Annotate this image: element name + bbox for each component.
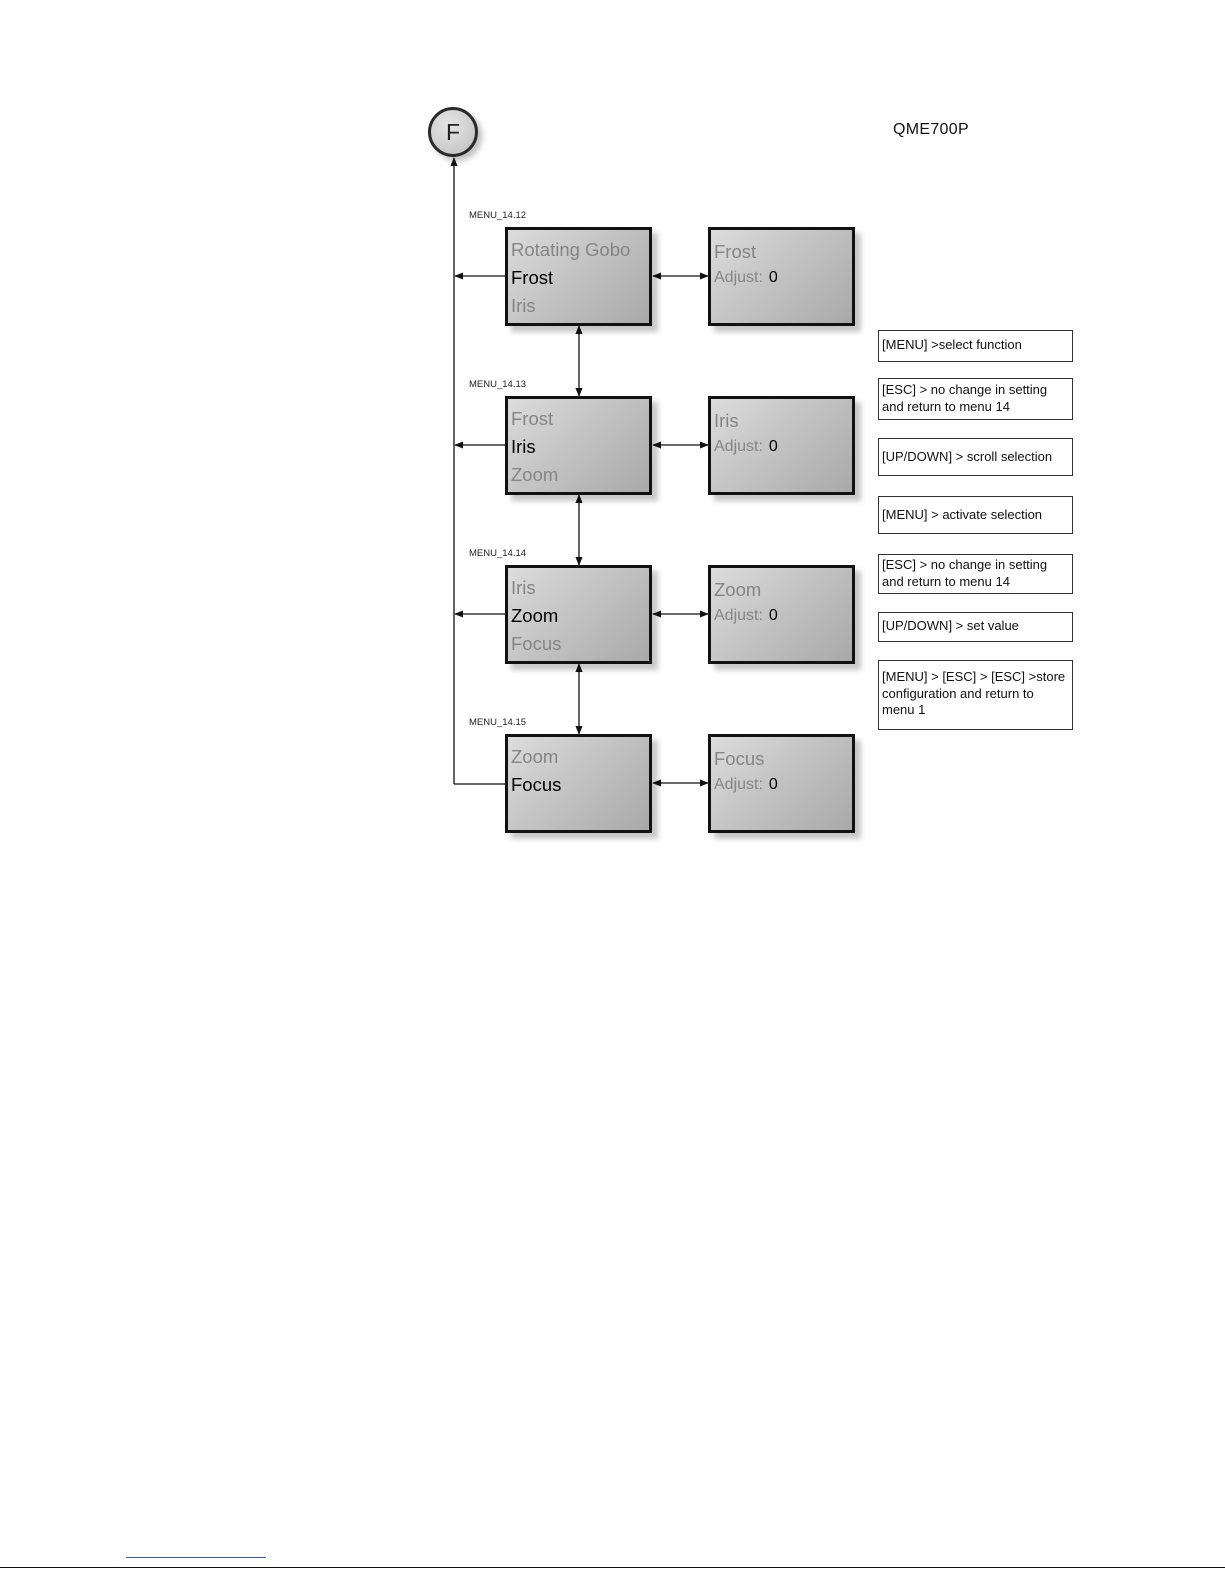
submenu-display bbox=[708, 227, 855, 326]
adjust-label: Adjust: bbox=[714, 269, 763, 286]
note-activate-selection: [MENU] > activate selection bbox=[878, 496, 1073, 534]
submenu-title: Focus bbox=[714, 748, 765, 769]
adjust-value: 0 bbox=[768, 776, 778, 793]
adjust-value: 0 bbox=[768, 269, 778, 286]
submenu-display bbox=[708, 565, 855, 664]
menu-line-selected: Focus bbox=[511, 774, 562, 795]
menu-line-selected: Zoom bbox=[511, 605, 559, 626]
submenu-title: Frost bbox=[714, 241, 757, 262]
menu-line: Focus bbox=[511, 633, 562, 654]
menu-line: Rotating Gobo bbox=[511, 239, 631, 260]
menu-display bbox=[505, 227, 652, 326]
connector-f bbox=[428, 107, 478, 157]
menu-id: MENU_14.13 bbox=[469, 379, 527, 390]
connector-label: F bbox=[445, 118, 461, 145]
adjust-row bbox=[714, 265, 852, 291]
adjust-row bbox=[714, 772, 852, 798]
note-esc-no-change: [ESC] > no change in setting and return to menu 14 bbox=[878, 378, 1073, 420]
adjust-row bbox=[714, 603, 852, 629]
adjust-label: Adjust: bbox=[714, 438, 763, 455]
footer-rule bbox=[0, 1567, 1225, 1568]
submenu-title: Zoom bbox=[714, 579, 762, 600]
adjust-row bbox=[714, 434, 852, 460]
footer-link-underline bbox=[126, 1557, 266, 1558]
menu-id: MENU_14.15 bbox=[469, 717, 527, 728]
menu-line: Frost bbox=[511, 408, 554, 429]
menu-line: Zoom bbox=[511, 464, 559, 485]
submenu-display bbox=[708, 734, 855, 833]
note-store-configuration: [MENU] > [ESC] > [ESC] >store configuration and return to menu 1 bbox=[878, 660, 1073, 730]
note-set-value: [UP/DOWN] > set value bbox=[878, 612, 1073, 642]
menu-line-selected: Iris bbox=[511, 436, 536, 457]
menu-line-selected: Frost bbox=[511, 267, 554, 288]
note-select-function: [MENU] >select function bbox=[878, 330, 1073, 362]
menu-display bbox=[505, 565, 652, 664]
adjust-label: Adjust: bbox=[714, 607, 763, 624]
menu-display bbox=[505, 734, 652, 833]
submenu-display bbox=[708, 396, 855, 495]
menu-id: MENU_14.14 bbox=[469, 548, 527, 559]
menu-line: Iris bbox=[511, 295, 536, 316]
menu-id: MENU_14.12 bbox=[469, 210, 527, 221]
menu-line: Zoom bbox=[511, 746, 559, 767]
model-name: QME700P bbox=[893, 121, 969, 138]
adjust-value: 0 bbox=[768, 607, 778, 624]
submenu-title: Iris bbox=[714, 410, 739, 431]
note-esc-no-change: [ESC] > no change in setting and return to menu 14 bbox=[878, 554, 1073, 594]
menu-line: Iris bbox=[511, 577, 536, 598]
adjust-label: Adjust: bbox=[714, 776, 763, 793]
note-scroll-selection: [UP/DOWN] > scroll selection bbox=[878, 438, 1073, 476]
adjust-value: 0 bbox=[768, 438, 778, 455]
menu-display bbox=[505, 396, 652, 495]
